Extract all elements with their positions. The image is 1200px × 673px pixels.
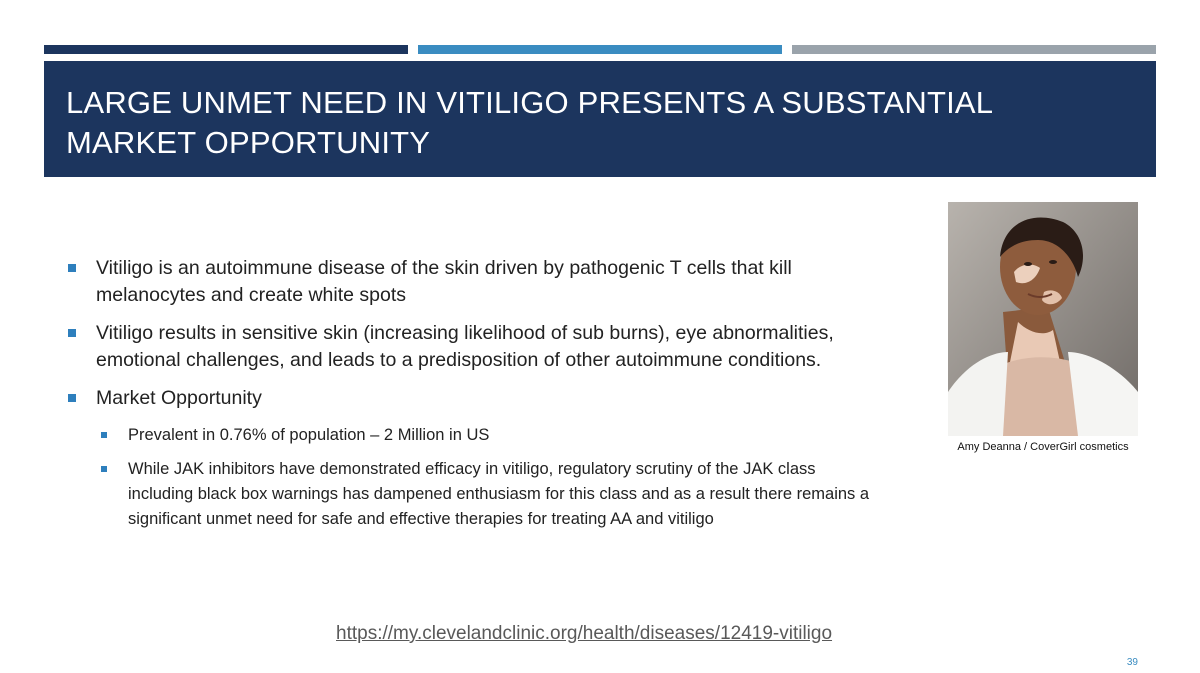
sub-bullet-text: Prevalent in 0.76% of population – 2 Million in US	[128, 426, 490, 444]
sub-bullet-text: While JAK inhibitors have demonstrated efficacy in vitiligo, regulatory scrutiny of the JAK class including black box warnings has dampened enthusiasm for this class and as a result there remains a significant unmet need for safe and effective therapies for treating AA and vitiligo	[128, 460, 870, 528]
bullet-item	[64, 255, 884, 309]
page-number: 39	[1126, 657, 1138, 668]
portrait-photo	[948, 202, 1138, 436]
square-bullet-icon	[68, 329, 76, 337]
bullet-item	[64, 385, 884, 412]
slide-title: LARGE UNMET NEED IN VITILIGO PRESENTS A SUBSTANTIAL MARKET OPPORTUNITY	[66, 85, 993, 160]
sub-bullet-item	[96, 423, 884, 448]
bullet-item	[64, 320, 884, 374]
accent-bar-blue	[418, 45, 782, 54]
bullet-text: Vitiligo results in sensitive skin (increasing likelihood of sub burns), eye abnormalities, emotional challenges, and leads to a predisposition of other autoimmune conditions.	[96, 322, 834, 371]
square-bullet-icon	[68, 264, 76, 272]
accent-bar-gray	[792, 45, 1156, 54]
bullet-text: Vitiligo is an autoimmune disease of the skin driven by pathogenic T cells that kill melanocytes and create white spots	[96, 257, 792, 306]
bullet-list	[64, 255, 884, 541]
bullet-text: Market Opportunity	[96, 387, 262, 409]
source-link[interactable]: https://my.clevelandclinic.org/health/diseases/12419-vitiligo	[336, 623, 833, 644]
square-bullet-icon	[101, 432, 107, 438]
square-bullet-icon	[68, 394, 76, 402]
photo-caption: Amy Deanna / CoverGirl cosmetics	[957, 441, 1129, 453]
accent-bar-navy	[44, 45, 408, 54]
sub-bullet-item	[96, 457, 884, 532]
title-band	[44, 61, 1156, 177]
square-bullet-icon	[101, 466, 107, 472]
